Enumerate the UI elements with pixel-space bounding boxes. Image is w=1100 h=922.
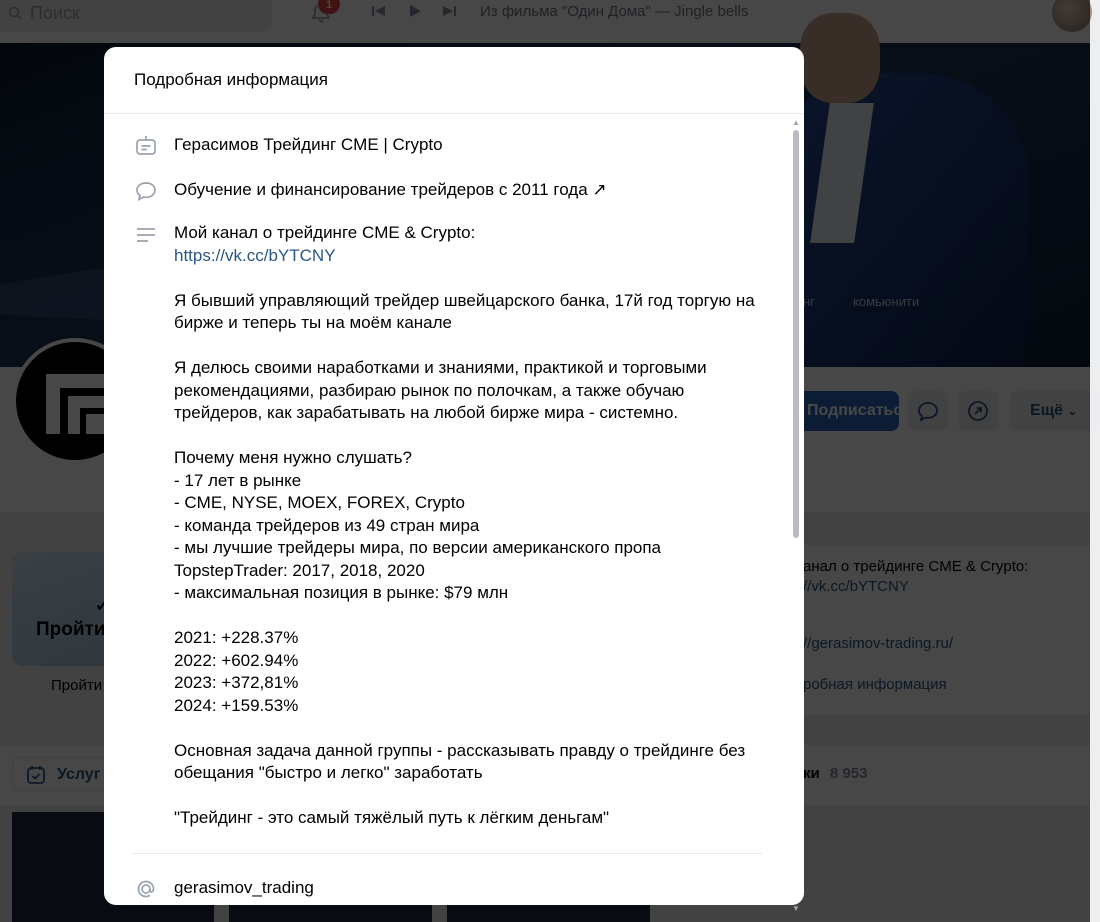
description-paragraph-1: Я бывший управляющий трейдер швейцарского банка, 17й год торгую на бирже и теперь ты на моём канале [174, 290, 755, 332]
scrollbar-thumb[interactable] [793, 130, 799, 538]
group-name: Герасимов Трейдинг CME | Crypto [174, 135, 443, 154]
bot-icon [134, 134, 158, 158]
comment-icon [134, 179, 158, 203]
description-result: 2023: +372,81% [174, 673, 299, 692]
short-address[interactable]: gerasimov_trading [174, 878, 314, 897]
at-sign-icon [134, 877, 158, 901]
description-paragraph-2: Я делюсь своими наработками и знаниями, практикой и торговыми рекомендациями, разбираю рынок по полочкам, а также обучаю трейдеров, как зарабатывать на любой бирже мира - системно. [174, 358, 707, 422]
text-lines-icon [134, 223, 158, 247]
close-icon[interactable] [720, 69, 746, 95]
modal-body[interactable] [104, 115, 804, 913]
description-why-title: Почему меня нужно слушать? [174, 448, 412, 467]
description-why-item: - 17 лет в рынке [174, 470, 302, 490]
description-result: 2024: +159.53% [174, 695, 299, 715]
description-why-item: - максимальная позиция в рынке: $79 млн [174, 583, 509, 602]
scroll-up-arrow-icon[interactable]: ▲ [792, 118, 800, 127]
description-result: 2021: +228.37% [174, 628, 299, 647]
group-description [174, 222, 774, 830]
description-intro: Мой канал о трейдинге CME & Crypto: [174, 223, 476, 242]
section-divider [132, 853, 762, 854]
description-why-item: - CME, NYSE, MOEX, FOREX, Crypto [174, 493, 465, 512]
description-paragraph-3: Основная задача данной группы - рассказывать правду о трейдинге без обещания "быстро и легко" заработать [174, 740, 746, 782]
details-modal [104, 47, 804, 913]
scroll-down-arrow-icon[interactable]: ▼ [792, 904, 800, 913]
description-result: 2022: +602.94% [174, 650, 299, 670]
modal-title: Подробная информация [134, 70, 328, 89]
modal-header [104, 47, 804, 114]
group-status[interactable]: Обучение и финансирование трейдеров с 2011 года ↗ [174, 180, 607, 199]
modal-scrollbar[interactable] [792, 118, 800, 913]
description-why-item: - мы лучшие трейдеры мира, по версии американского пропа TopstepTrader: 2017, 2018, 2020 [174, 538, 662, 580]
description-link[interactable]: https://vk.cc/bYTCNY [174, 245, 336, 265]
description-quote: "Трейдинг - это самый тяжёлый путь к лёгким деньгам" [174, 808, 610, 827]
description-why-item: - команда трейдеров из 49 стран мира [174, 515, 480, 535]
